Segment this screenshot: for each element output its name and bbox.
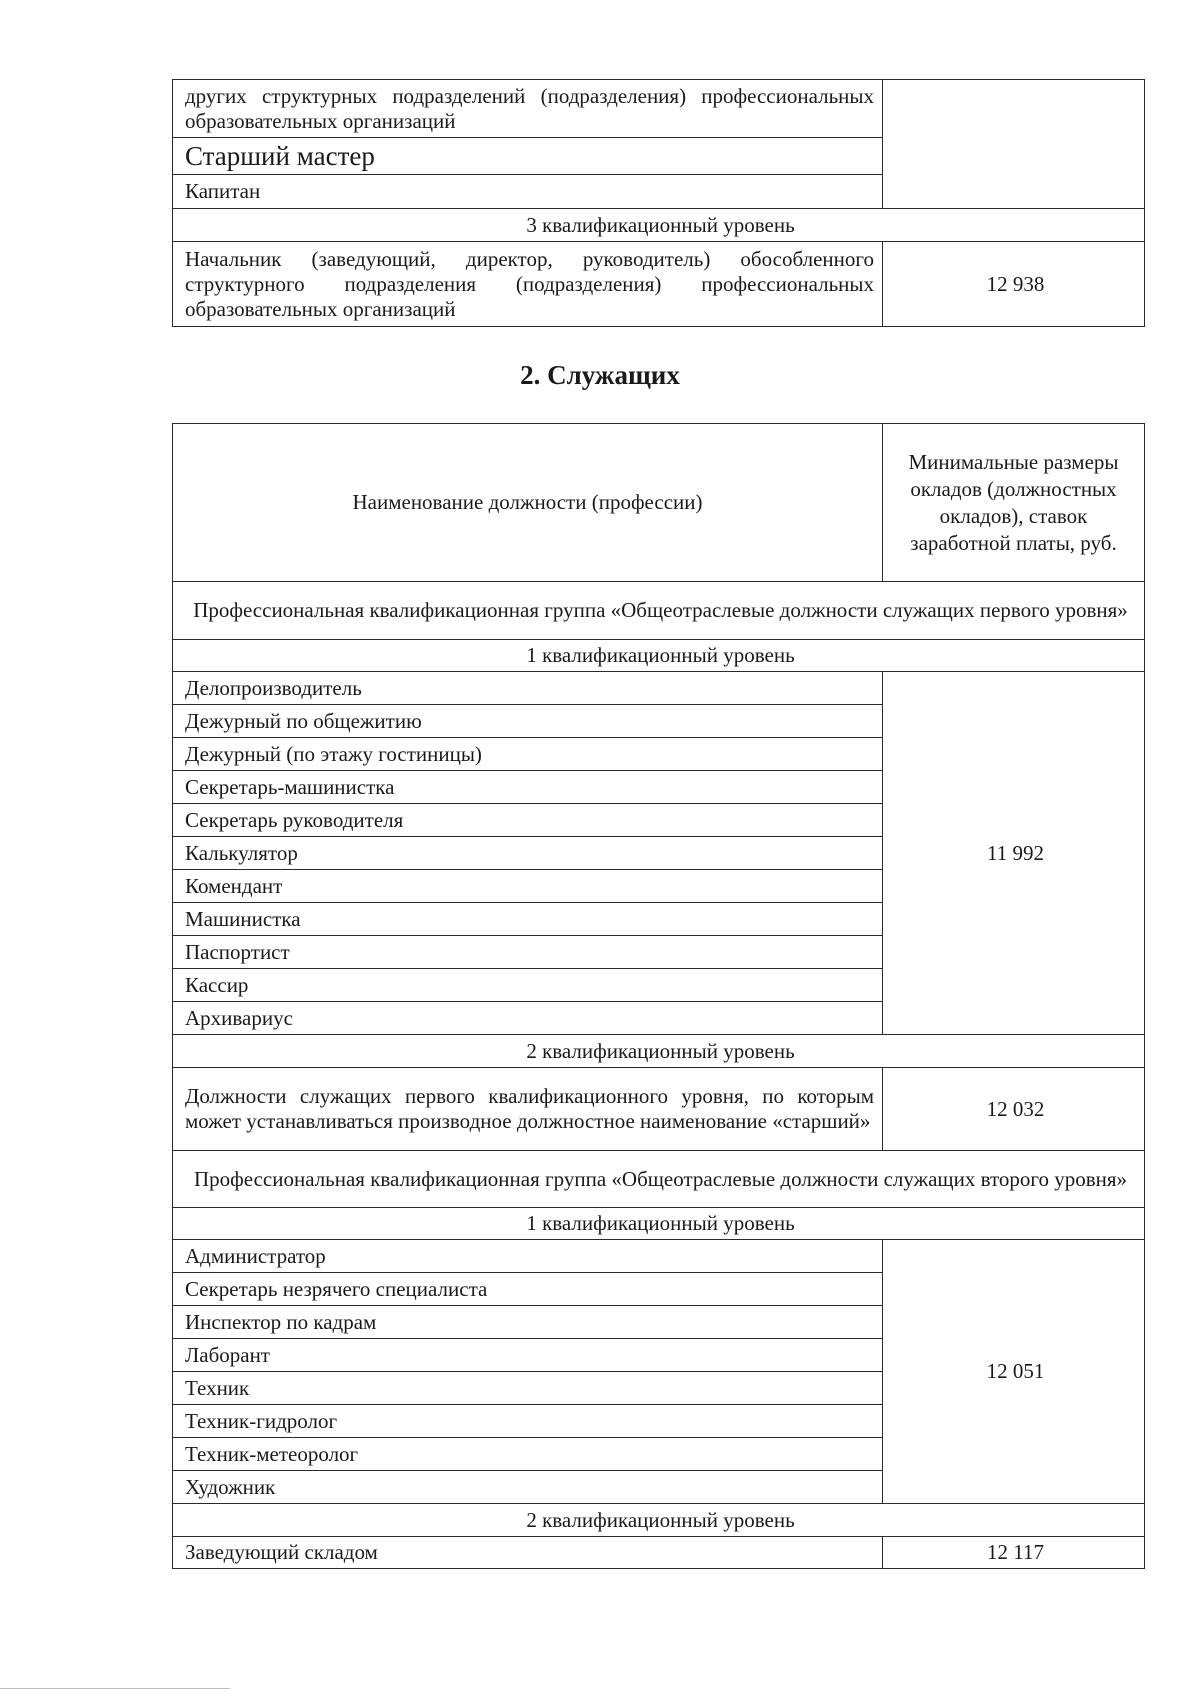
position-cell: Художник [173,1471,883,1504]
position-cell: Администратор [173,1240,883,1273]
qualification-level-row: 2 квалификационный уровень [173,1504,1145,1537]
position-cell: Дежурный (по этажу гостиницы) [173,738,883,771]
amount-cell: 12 938 [883,242,1145,327]
position-cell: Техник [173,1372,883,1405]
position-cell: Секретарь незрячего специалиста [173,1273,883,1306]
position-cell: Машинистка [173,903,883,936]
section-title: 2. Служащих [520,360,680,390]
position-cell: Техник-метеоролог [173,1438,883,1471]
amount-cell: 12 117 [883,1537,1145,1569]
position-cell: Техник-гидролог [173,1405,883,1438]
amount-cell: 12 051 [883,1240,1145,1504]
position-cell: Паспортист [173,936,883,969]
qualification-level-row: 1 квалификационный уровень [173,1208,1145,1240]
position-cell: Начальник (заведующий, директор, руководитель) обособленного структурного подразделения (подразделения) профессиональных образовательных организаций [173,242,883,327]
position-cell: Старший мастер [173,138,883,175]
position-cell: Секретарь-машинистка [173,771,883,804]
position-cell: Должности служащих первого квалификационного уровня, по которым может устанавливаться производное должностное наименование «старший» [173,1068,883,1151]
position-cell: Калькулятор [173,837,883,870]
amount-cell: 11 992 [883,672,1145,1035]
position-cell: Архивариус [173,1002,883,1035]
position-cell: Комендант [173,870,883,903]
position-cell: Секретарь руководителя [173,804,883,837]
salary-table [172,423,1145,1569]
position-cell: Кассир [173,969,883,1002]
position-cell: Делопроизводитель [173,672,883,705]
position-cell: Инспектор по кадрам [173,1306,883,1339]
qualification-level-row: 3 квалификационный уровень [173,209,1145,242]
professional-group-row: Профессиональная квалификационная группа «Общеотраслевые должности служащих второго уровня» [173,1151,1145,1208]
amount-cell-empty [883,80,1145,209]
header-amount: Минимальные размеры окладов (должностных окладов), ставок заработной платы, руб. [883,424,1145,582]
amount-cell: 12 032 [883,1068,1145,1151]
position-cell: Капитан [173,175,883,209]
continuation-table [172,79,1145,327]
header-position: Наименование должности (профессии) [173,424,883,582]
position-cell: других структурных подразделений (подразделения) профессиональных образовательных организаций [173,80,883,138]
professional-group-row: Профессиональная квалификационная группа «Общеотраслевые должности служащих первого уровня» [173,582,1145,640]
position-cell: Лаборант [173,1339,883,1372]
qualification-level-row: 1 квалификационный уровень [173,640,1145,672]
page-edge-line [0,1688,230,1689]
position-cell: Заведующий складом [173,1537,883,1569]
position-cell: Дежурный по общежитию [173,705,883,738]
qualification-level-row: 2 квалификационный уровень [173,1035,1145,1068]
